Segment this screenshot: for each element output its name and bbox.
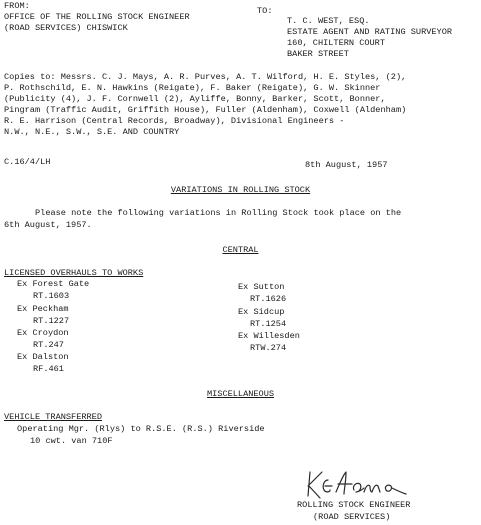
copies-line-2: P. Rothschild, E. N. Hawkins (Reigate), F. Baker (Reigate), G. W. Skinner [4, 83, 381, 93]
left-item-4-place: Ex Dalston [17, 352, 69, 362]
left-item-4-vehicle: RF.461 [33, 364, 64, 374]
right-item-1-vehicle: RT.1626 [250, 294, 287, 304]
right-item-3-place: Ex Willesden [238, 331, 300, 341]
signature-subtitle: (ROAD SERVICES) [313, 512, 391, 522]
from-label: FROM: [4, 1, 30, 11]
copies-line-3: (Publicity (4), J. F. Cornwell (2), Ayliffe, Bonny, Barker, Scott, Bonner, [4, 94, 386, 104]
reference: C.16/4/LH [4, 157, 51, 167]
left-item-3-place: Ex Croydon [17, 328, 69, 338]
misc-heading: MISCELLANEOUS [206, 389, 275, 399]
intro-line-1: Please note the following variations in Rolling Stock took place on the [35, 208, 402, 218]
central-subheading: LICENSED OVERHAULS TO WORKS [4, 268, 144, 278]
left-item-2-place: Ex Peckham [17, 304, 69, 314]
signature-title: ROLLING STOCK ENGINEER [297, 500, 411, 510]
copies-line-6: N.W., N.E., S.W., S.E. AND COUNTRY [4, 127, 180, 137]
to-label: TO: [257, 6, 273, 16]
date: 8th August, 1957 [305, 160, 388, 170]
right-item-1-place: Ex Sutton [238, 282, 285, 292]
central-heading: CENTRAL [222, 245, 259, 255]
to-line-1: T. C. WEST, ESQ. [287, 16, 370, 26]
misc-line-2: 10 cwt. van 710F [30, 436, 113, 446]
to-line-3: 160, CHILTERN COURT [287, 38, 385, 48]
from-line-1: OFFICE OF THE ROLLING STOCK ENGINEER [4, 12, 190, 22]
from-line-2: (ROAD SERVICES) CHISWICK [4, 23, 128, 33]
copies-line-1: Copies to: Messrs. C. J. Mays, A. R. Purves, A. T. Wilford, H. E. Styles, (2), [4, 72, 407, 82]
page-title: VARIATIONS IN ROLLING STOCK [170, 185, 311, 195]
to-line-4: BAKER STREET [287, 49, 349, 59]
right-item-3-vehicle: RTW.274 [250, 343, 287, 353]
misc-line-1: Operating Mgr. (Rlys) to R.S.E. (R.S.) Riverside [17, 424, 265, 434]
right-item-2-place: Ex Sidcup [238, 307, 285, 317]
misc-subheading: VEHICLE TRANSFERRED [4, 412, 102, 422]
left-item-3-vehicle: RT.247 [33, 340, 64, 350]
left-item-1-vehicle: RT.1603 [33, 291, 70, 301]
intro-line-2: 6th August, 1957. [4, 220, 92, 230]
left-item-1-place: Ex Forest Gate [17, 279, 90, 289]
left-item-2-vehicle: RT.1227 [33, 316, 70, 326]
right-item-2-vehicle: RT.1254 [250, 319, 287, 329]
handwritten-signature [300, 468, 450, 502]
to-line-2: ESTATE AGENT AND RATING SURVEYOR [287, 27, 453, 37]
copies-line-4: Pingram (Traffic Audit, Griffith House), Fuller (Aldenham), Coxwell (Aldenham) [4, 105, 407, 115]
copies-line-5: R. E. Harrison (Central Records, Broadway), Divisional Engineers - [4, 116, 345, 126]
